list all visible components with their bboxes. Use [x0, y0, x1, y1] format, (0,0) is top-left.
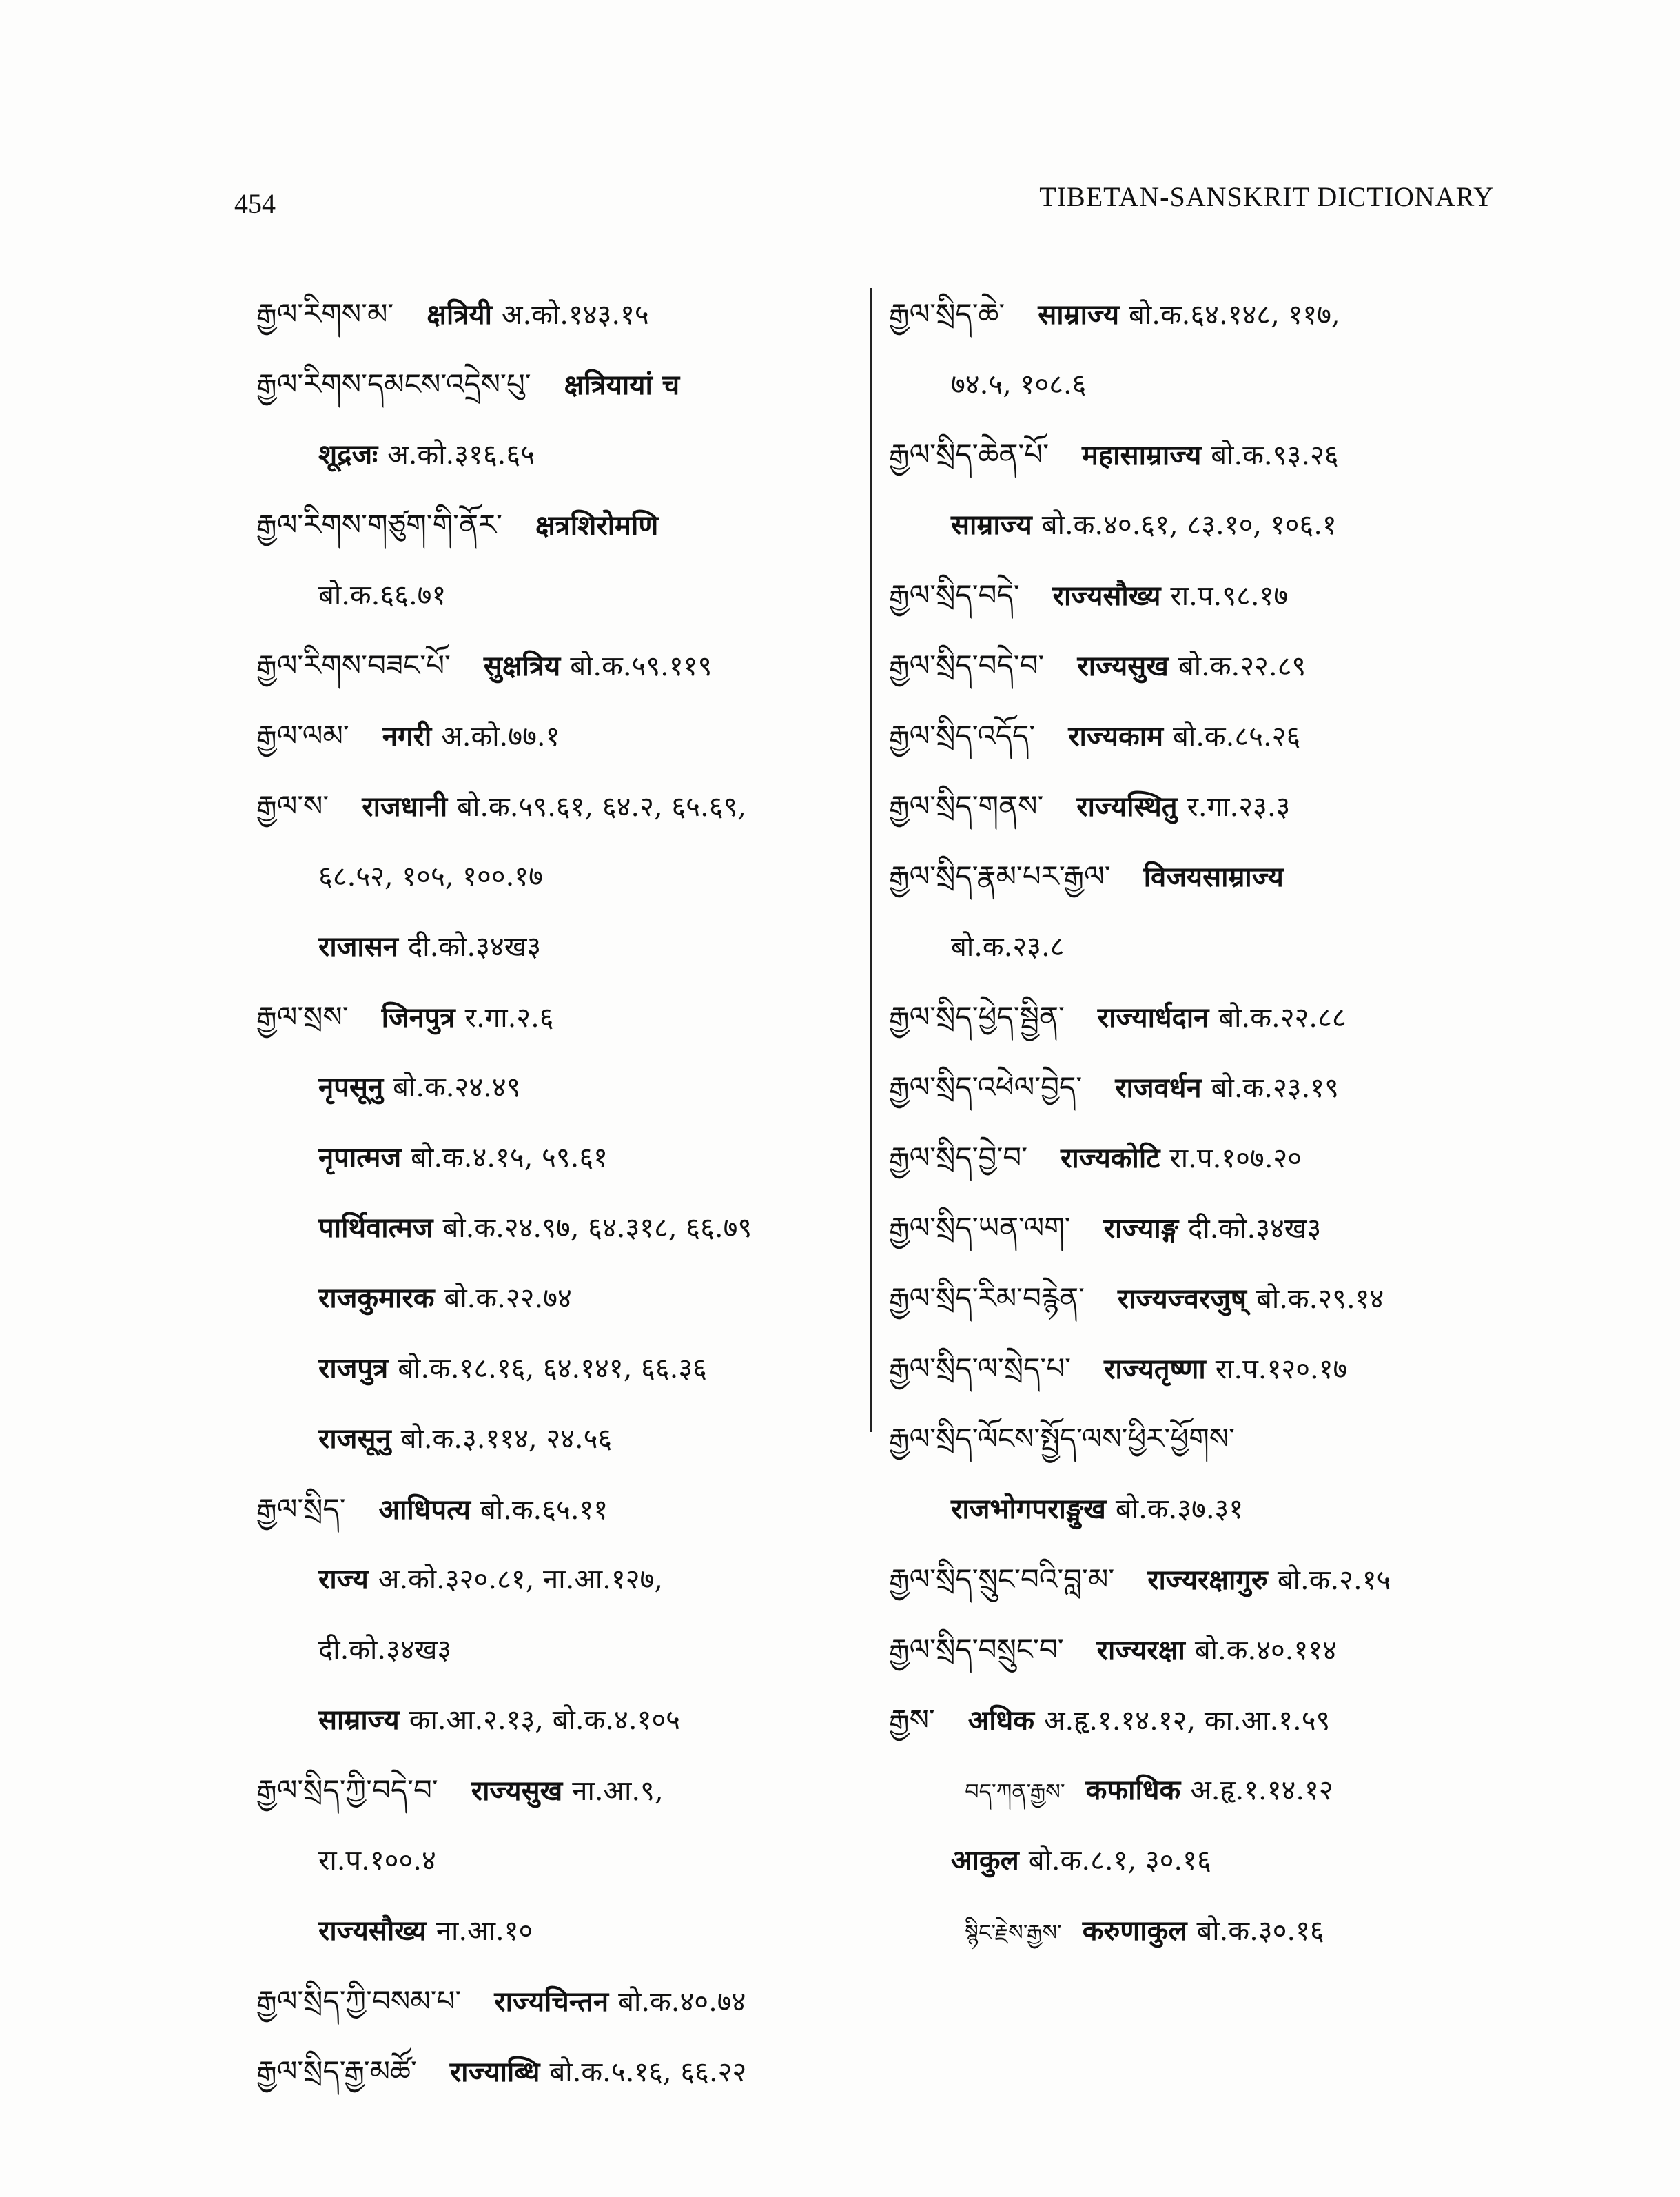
sanskrit-term: राज्याब्धि [449, 2056, 540, 2088]
source-reference: ना.आ.१० [436, 1915, 533, 1947]
sanskrit-term: राजवर्धन [1115, 1072, 1202, 1104]
sanskrit-term: राजपुत्र [318, 1352, 389, 1384]
source-reference: बो.क.२२.८८ [1218, 1002, 1346, 1034]
sanskrit-term: राज्यरक्षा [1096, 1634, 1185, 1666]
sanskrit-term: राज्यरक्षागुरु [1147, 1564, 1268, 1596]
tibetan-headword: རྒྱལ་སྲིད་ཀྱི་བསམ་པ་ [256, 1984, 462, 2018]
source-reference: बो.क.३७.३१ [1115, 1493, 1244, 1525]
source-reference: बो.क.२९.१४ [1256, 1283, 1384, 1315]
source-reference: का.आ.२.१३, बो.क.४.१०५ [409, 1704, 680, 1736]
source-reference: बो.क.१८.१६, ६४.१४१, ६६.३६ [398, 1353, 707, 1384]
sanskrit-term: राज्यज्वरजुष् [1117, 1283, 1247, 1315]
sanskrit-term: जिनपुत्र [381, 1001, 455, 1034]
entry-line [256, 1685, 856, 1755]
sanskrit-term: राजसूनु [318, 1422, 391, 1455]
tibetan-subentry: སྙིང་རྗེས་རྒྱས་ [965, 1919, 1062, 1945]
source-reference: अ.हृ.१.१४.१२ [1190, 1775, 1333, 1806]
sanskrit-term: राज्याङ्ग [1103, 1212, 1179, 1245]
source-reference: अ.को.३२०.८१, ना.आ.१२७, [378, 1564, 664, 1595]
source-reference: ६८.५२, १०५, १००.१७ [318, 861, 543, 892]
tibetan-headword: རྒྱལ་སྲིད་བྱེ་བ་ [889, 1141, 1028, 1174]
source-reference: बो.क.६६.७१ [318, 580, 447, 611]
sanskrit-term: क्षत्रियी [427, 298, 492, 331]
entry-line [256, 1193, 856, 1263]
tibetan-headword: རྒྱལ་རིགས་མ་ [256, 297, 394, 331]
entry-line [889, 1685, 1509, 1755]
tibetan-headword: རྒྱལ་སྲིད་གནས་ [889, 789, 1044, 823]
sanskrit-term: साम्राज्य [1038, 298, 1120, 331]
source-reference: बो.क.५.१६, ६६.२२ [549, 2056, 747, 2088]
source-reference: बो.क.६४.१४८, ११७, [1129, 299, 1340, 331]
sanskrit-term: राज्यतृष्णा [1103, 1353, 1206, 1385]
sanskrit-term: क्षत्रियायां च [564, 369, 680, 401]
source-reference: रा.प.१००.४ [318, 1845, 436, 1877]
tibetan-headword: རྒྱལ་སྲིད་བདེ་ [889, 578, 1020, 612]
entry-line [889, 771, 1509, 841]
entry-line [889, 841, 1509, 912]
column-divider [870, 288, 872, 1432]
sanskrit-term: राज्यसौख्य [1052, 580, 1161, 612]
tibetan-headword: རྒྱལ་སྲིད་ཕྱེད་སྦྱིན་ [889, 1000, 1065, 1034]
tibetan-headword: རྒྱལ་སྲིད་ཡན་ལག་ [889, 1211, 1071, 1245]
source-reference: बो.क.८५.२६ [1173, 721, 1301, 753]
sanskrit-term: शूद्रजः [318, 438, 378, 471]
sanskrit-term: विजयसाम्राज्य [1143, 861, 1284, 893]
entry-line [256, 349, 856, 420]
left-column [256, 279, 856, 2107]
source-reference: बो.क.९३.२६ [1211, 440, 1339, 471]
source-reference: बो.क.२४.४९ [393, 1072, 521, 1103]
entry-line [889, 1333, 1509, 1404]
source-reference: बो.क.३०.१६ [1196, 1915, 1324, 1947]
tibetan-headword: རྒྱལ་སྲིད་འཕེལ་བྱེད་ [889, 1070, 1083, 1104]
sanskrit-term: महासाम्राज्य [1082, 439, 1202, 471]
source-reference: बो.क.२२.७४ [444, 1283, 572, 1314]
tibetan-headword: རྒྱལ་སྲིད་བསྲུང་བ་ [889, 1633, 1064, 1666]
entry-line [889, 560, 1509, 631]
entry-line [256, 841, 856, 912]
entry-line [256, 1263, 856, 1333]
entry-line [256, 912, 856, 982]
sanskrit-term: साम्राज्य [951, 509, 1032, 541]
sanskrit-term: साम्राज्य [318, 1704, 400, 1736]
source-reference: बो.क.२.१५ [1277, 1564, 1391, 1596]
sanskrit-term: कफाधिक [1085, 1774, 1181, 1806]
entry-line [889, 1615, 1509, 1685]
tibetan-subentry: བད་ཀན་རྒྱས་ [965, 1779, 1065, 1805]
tibetan-headword: རྒྱལ་རིགས་དམངས་འདྲེས་པུ་ [256, 367, 531, 401]
sanskrit-term: राज्यचिन्तन [494, 1985, 609, 2018]
entry-line [256, 2036, 856, 2107]
source-reference: बो.क.४०.७४ [618, 1986, 746, 2018]
source-reference: बो.क.२३.८ [951, 931, 1065, 963]
entry-line [256, 631, 856, 701]
sanskrit-term: राजधानी [362, 790, 448, 823]
entry-line [256, 982, 856, 1052]
entry-line [256, 1966, 856, 2036]
sanskrit-term: राज्य [318, 1563, 369, 1595]
tibetan-headword: རྒྱལ་སྲིད་རིམ་བརྙེན་ [889, 1281, 1085, 1315]
entry-line [256, 1615, 856, 1685]
source-reference: दी.को.३४ख३ [318, 1634, 452, 1666]
sanskrit-term: पार्थिवात्मज [318, 1212, 433, 1244]
entry-line [256, 701, 856, 771]
source-reference: र.गा.२.६ [464, 1002, 554, 1034]
tibetan-headword: རྒྱལ་སྲིད་ཆེན་པོ་ [889, 438, 1049, 471]
entry-line [889, 1404, 1509, 1474]
tibetan-headword: རྒྱལ་སྲིད་བདེ་བ་ [889, 648, 1045, 682]
sanskrit-term: क्षत्रशिरोमणि [535, 509, 659, 542]
source-reference: बो.क.६५.११ [480, 1494, 608, 1526]
page-number: 454 [234, 188, 276, 219]
entry-line [256, 279, 856, 349]
entry-line [256, 1544, 856, 1615]
entry-line [256, 560, 856, 631]
source-reference: रा.प.९८.१७ [1170, 580, 1289, 612]
right-column [889, 279, 1509, 1966]
entry-line [256, 1896, 856, 1966]
sanskrit-term: नृपसूनु [318, 1071, 384, 1103]
sanskrit-term: नगरी [382, 720, 432, 753]
source-reference: रा.प.१०७.२० [1169, 1143, 1302, 1174]
entry-line [889, 1193, 1509, 1263]
sanskrit-term: राजभोगपराङ्मुख [951, 1493, 1106, 1525]
tibetan-headword: རྒྱལ་སྲིད་ [256, 1492, 346, 1526]
source-reference: दी.को.३४ख३ [408, 931, 542, 963]
entry-line [256, 420, 856, 490]
entry-line [256, 490, 856, 560]
sanskrit-term: राज्यसुख [1077, 650, 1169, 682]
source-reference: बो.क.४०.६१, ८३.१०, १०६.१ [1041, 509, 1337, 541]
entry-line [256, 1333, 856, 1404]
entry-line [889, 279, 1509, 349]
source-reference: र.गा.२३.३ [1187, 791, 1291, 823]
tibetan-headword: རྒྱལ་སྲིད་འདོད་ [889, 719, 1036, 753]
sanskrit-term: आकुल [951, 1844, 1019, 1877]
tibetan-headword: རྒྱལ་སྲིད་ལོངས་སྤྱོད་ལས་ཕྱིར་ཕྱོགས་ [889, 1422, 1235, 1455]
source-reference: बो.क.३.११४, २४.५६ [400, 1423, 613, 1455]
entry-line [256, 1826, 856, 1896]
source-reference: दी.को.३४ख३ [1188, 1213, 1322, 1245]
entry-line [256, 1404, 856, 1474]
entry-line [889, 490, 1509, 560]
entry-line [889, 1474, 1509, 1544]
source-reference: अ.को.७७.१ [441, 721, 560, 753]
sanskrit-term: राजासन [318, 930, 398, 963]
tibetan-headword: རྒྱལ་སྲིད་རྣམ་པར་རྒྱལ་ [889, 859, 1111, 893]
entry-line [256, 1755, 856, 1826]
entry-line [889, 420, 1509, 490]
entry-line [889, 1755, 1509, 1826]
source-reference: रा.प.१२०.१७ [1215, 1353, 1348, 1385]
source-reference: अ.को.३१६.६५ [387, 439, 535, 471]
entry-line [256, 1123, 856, 1193]
tibetan-headword: རྒྱལ་རིགས་བཟང་པོ་ [256, 648, 451, 682]
entry-line [889, 631, 1509, 701]
tibetan-headword: རྒྱལ་སྲིད་སྲུང་བའི་བླ་མ་ [889, 1562, 1115, 1596]
entry-line [889, 701, 1509, 771]
entry-line [889, 1544, 1509, 1615]
source-reference: बो.क.४०.११४ [1194, 1635, 1337, 1666]
tibetan-headword: རྒྱས་ [889, 1703, 935, 1737]
entry-line [256, 771, 856, 841]
source-reference: बो.क.५९.६१, ६४.२, ६५.६९, [457, 791, 747, 823]
tibetan-headword: རྒྱལ་སྲིད་རྒྱ་མཚོ་ [256, 2054, 417, 2088]
source-reference: बो.क.२२.८९ [1178, 651, 1307, 682]
source-reference: अ.को.१४३.१५ [501, 299, 649, 331]
entry-line [889, 982, 1509, 1052]
source-reference: बो.क.४.१५, ५९.६१ [411, 1142, 608, 1174]
sanskrit-term: राज्यसुख [471, 1775, 563, 1807]
entry-line [889, 349, 1509, 420]
source-reference: बो.क.८.१, ३०.१६ [1028, 1845, 1211, 1877]
sanskrit-term: राज्यसौख्य [318, 1914, 427, 1947]
tibetan-headword: རྒྱལ་རིགས་གཙུག་གི་ནོར་ [256, 508, 503, 542]
entry-line [889, 1263, 1509, 1333]
source-reference: बो.क.५९.११९ [570, 651, 713, 682]
sanskrit-term: राज्यकाम [1068, 720, 1163, 753]
tibetan-headword: རྒྱལ་སྲིད་ལ་སྲེད་པ་ [889, 1351, 1071, 1385]
entry-line [889, 912, 1509, 982]
sanskrit-term: करुणाकुल [1082, 1914, 1187, 1947]
entry-line [889, 1826, 1509, 1896]
tibetan-headword: རྒྱལ་སྲིད་ཆེ་ [889, 297, 1005, 331]
tibetan-headword: རྒྱལ་སྲས་ [256, 1000, 349, 1034]
entry-line [889, 1052, 1509, 1123]
entry-line [889, 1123, 1509, 1193]
tibetan-headword: རྒྱལ་ལམ་ [256, 719, 349, 753]
source-reference: ७४.५, १०८.६ [951, 369, 1087, 400]
source-reference: अ.हृ.१.१४.१२, का.आ.१.५९ [1044, 1705, 1331, 1737]
sanskrit-term: सुक्षत्रिय [483, 650, 561, 682]
tibetan-headword: རྒྱལ་ས་ [256, 789, 329, 823]
sanskrit-term: राज्यस्थितु [1076, 790, 1178, 823]
sanskrit-term: आधिपत्य [378, 1493, 471, 1526]
source-reference: ना.आ.९, [572, 1775, 664, 1807]
sanskrit-term: राजकुमारक [318, 1282, 435, 1314]
entry-line [889, 1896, 1509, 1966]
sanskrit-term: अधिक [967, 1704, 1034, 1737]
source-reference: बो.क.२४.९७, ६४.३१८, ६६.७९ [442, 1212, 752, 1244]
entry-line [256, 1052, 856, 1123]
running-title: TIBETAN-SANSKRIT DICTIONARY [1039, 181, 1494, 212]
source-reference: बो.क.२३.१९ [1211, 1072, 1339, 1104]
tibetan-headword: རྒྱལ་སྲིད་ཀྱི་བདེ་བ་ [256, 1773, 438, 1807]
sanskrit-term: नृपात्मज [318, 1141, 402, 1174]
sanskrit-term: राज्यार्धदान [1097, 1001, 1209, 1034]
entry-line [256, 1474, 856, 1544]
sanskrit-term: राज्यकोटि [1061, 1142, 1160, 1174]
